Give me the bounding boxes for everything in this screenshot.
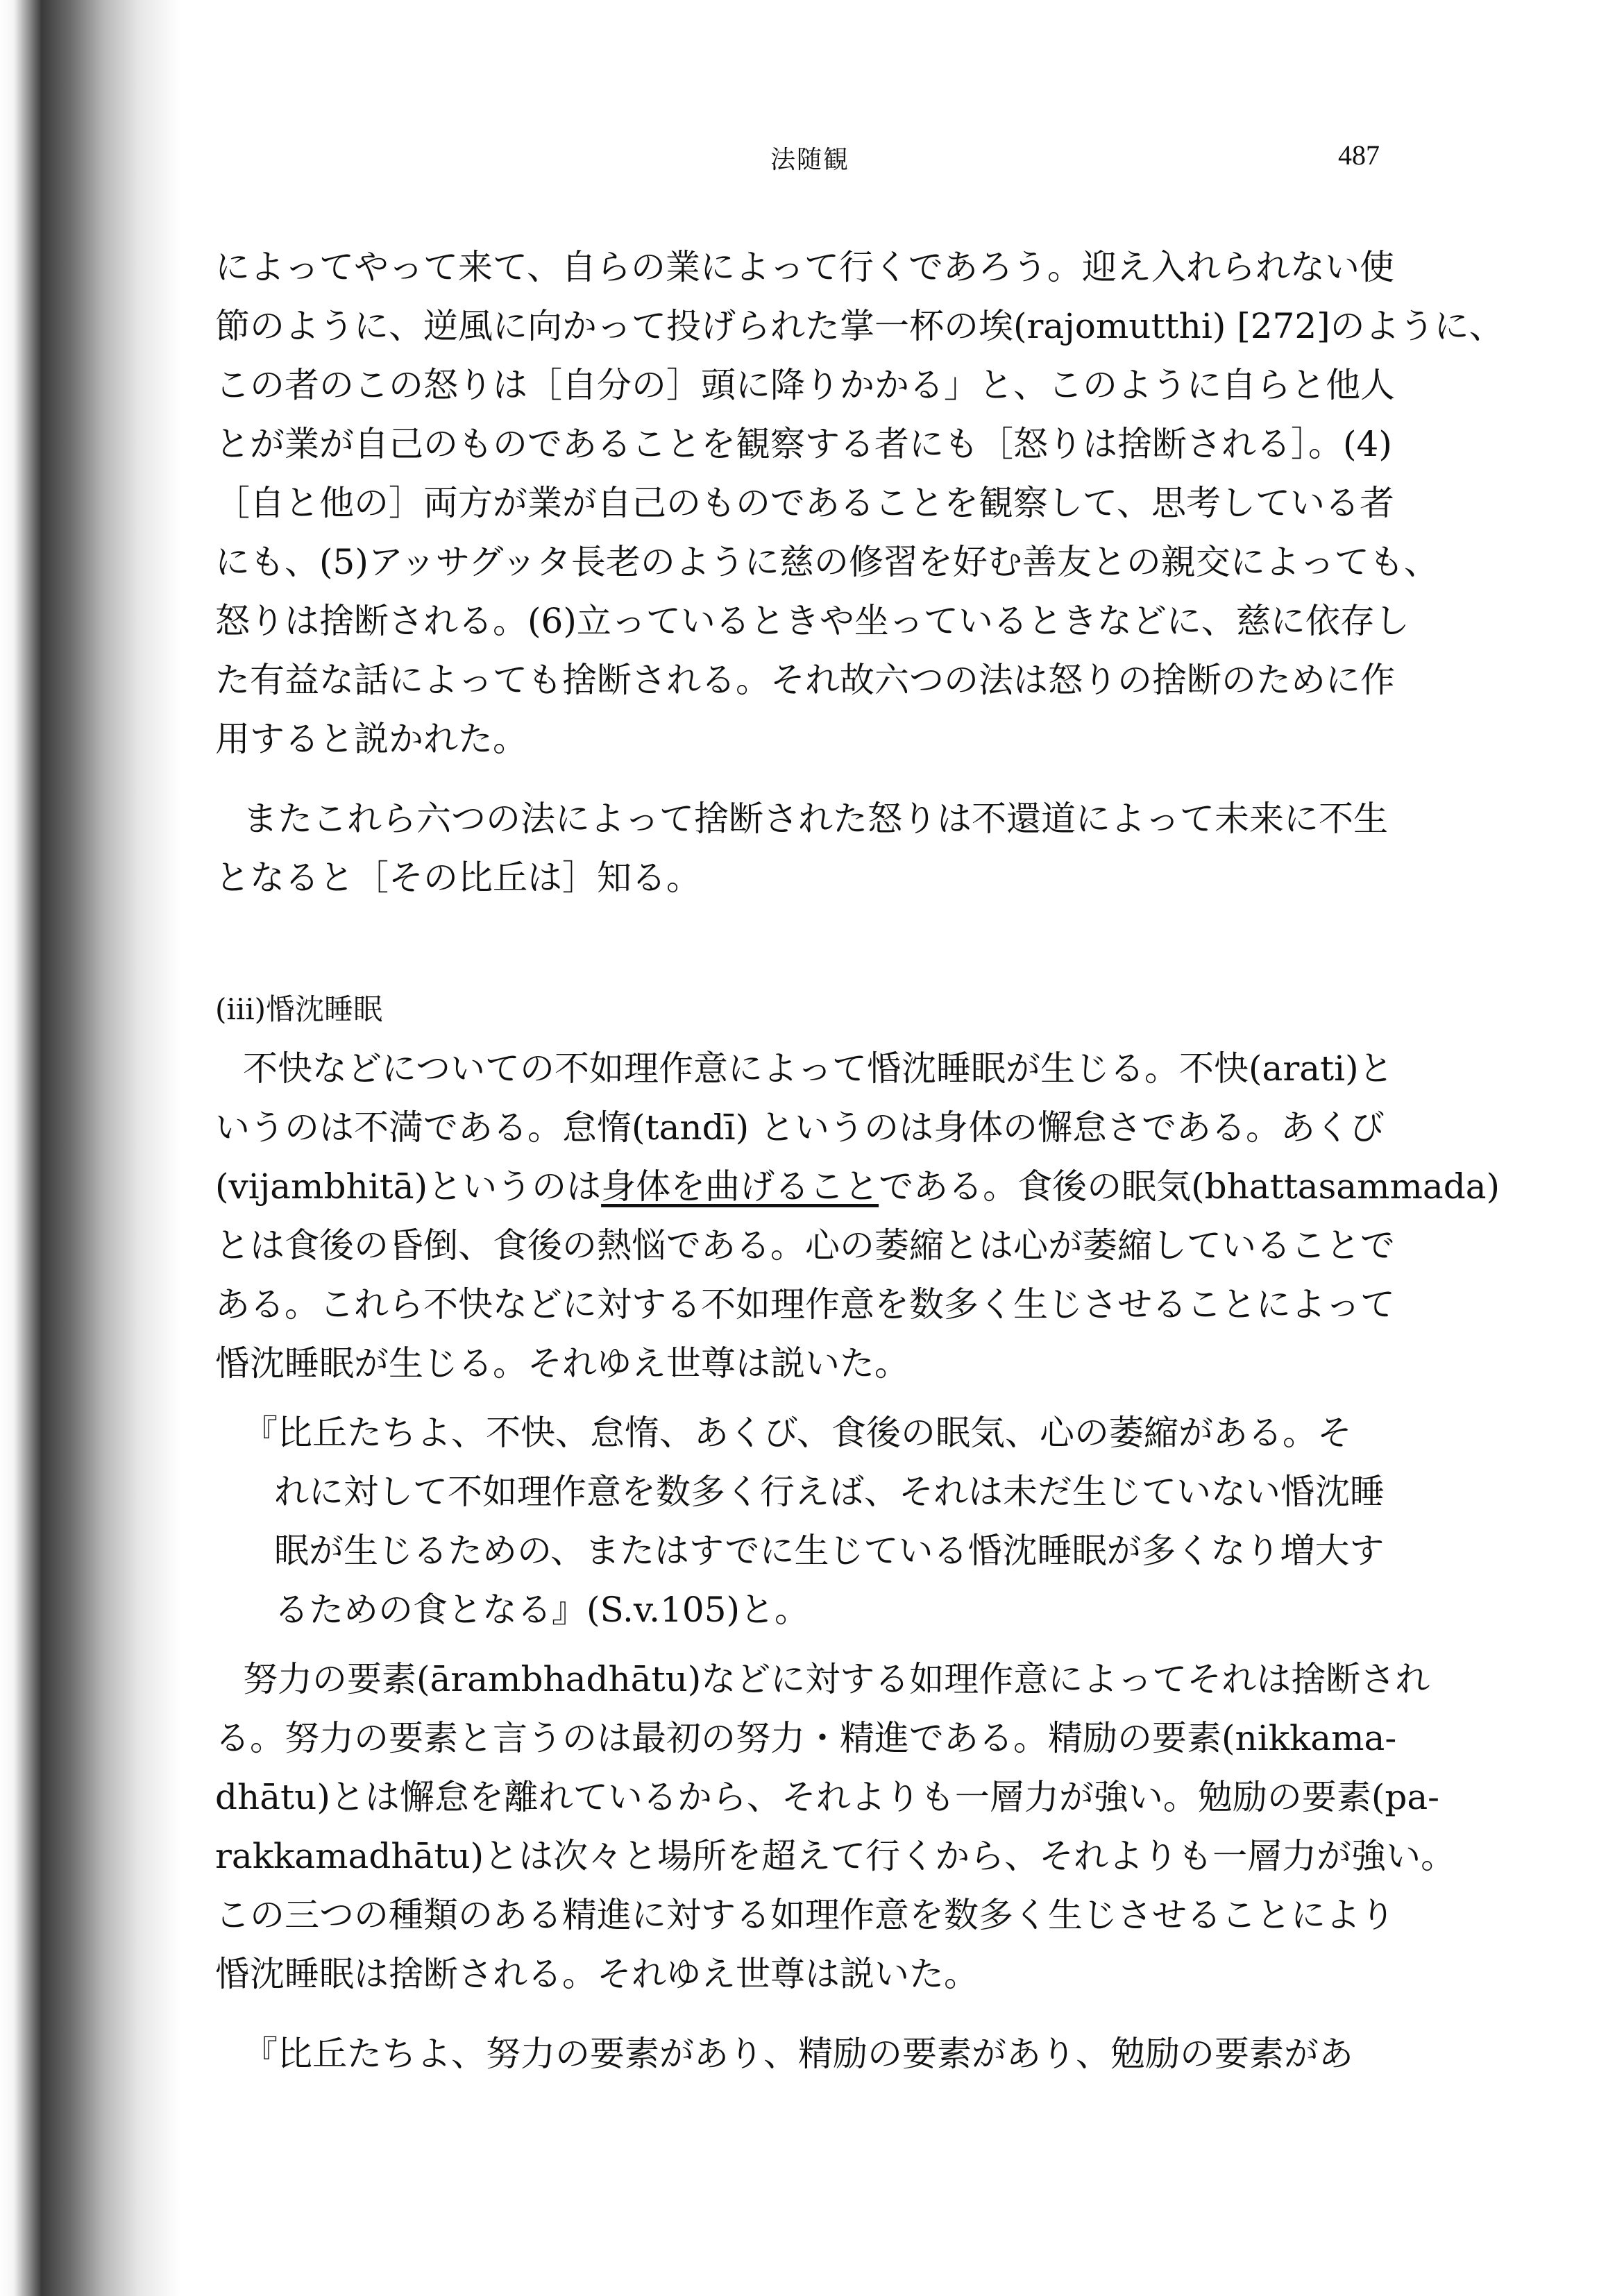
underlined-phrase: 身体を曲げること (601, 1166, 879, 1207)
text-line: とは食後の昏倒、食後の熱悩である。心の萎縮とは心が萎縮していることで (215, 1225, 1395, 1266)
page-number: 487 (1338, 139, 1380, 171)
text-line: ある。これら不快などに対する不如理作意を数多く生じさせることによって (215, 1284, 1395, 1325)
text-line: る。努力の要素と言うのは最初の努力・精進である。精励の要素(nikkama- (215, 1718, 1397, 1758)
text-line-with-underline (215, 1166, 1500, 1207)
quote-line: 『比丘たちよ、努力の要素があり、精励の要素があり、勉励の要素があ (243, 2034, 1353, 2074)
running-header-title: 法随観 (770, 146, 850, 174)
text-line: 怒りは捨断される。(6)立っているときや坐っているときなどに、慈に依存し (215, 601, 1410, 641)
text-line: 不快などについての不如理作意によって惛沈睡眠が生じる。不快(arati)と (243, 1048, 1394, 1089)
text-line: た有益な話によっても捨断される。それ故六つの法は怒りの捨断のために作 (215, 660, 1395, 700)
text-line: にも、(5)アッサグッタ長老のように慈の修習を好む善友との親交によっても、 (215, 542, 1439, 582)
text-line: 用すると説かれた。 (215, 719, 527, 759)
text-line: によってやって来て、自らの業によって行くであろう。迎え入れられない使 (215, 247, 1394, 287)
text-line: この者のこの怒りは［自分の］頭に降りかかる」と、このように自らと他人 (215, 365, 1395, 405)
text-line: rakkamadhātu)とは次々と場所を超えて行くから、それよりも一層力が強い。 (215, 1836, 1456, 1876)
quote-line: 『比丘たちよ、不快、怠惰、あくび、食後の眠気、心の萎縮がある。そ (243, 1413, 1352, 1453)
text-line: とが業が自己のものであることを観察する者にも［怒りは捨断される］。(4) (215, 424, 1392, 464)
quote-line: るための食となる』(S.v.105)と。 (274, 1590, 810, 1630)
text-segment: (vijambhitā)というのは (215, 1166, 602, 1207)
text-line: 努力の要素(ārambhadhātu)などに対する如理作意によってそれは捨断され (243, 1659, 1430, 1699)
text-line: ［自と他の］両方が業が自己のものであることを観察して、思考している者 (215, 483, 1394, 523)
text-line: となると［その比丘は］知る。 (215, 858, 701, 898)
quote-line: れに対して不如理作意を数多く行えば、それは未だ生じていない惛沈睡 (274, 1472, 1385, 1512)
text-line: またこれら六つの法によって捨断された怒りは不還道によって未来に不生 (243, 799, 1388, 839)
text-line: 惛沈睡眠が生じる。それゆえ世尊は説いた。 (215, 1343, 909, 1384)
text-line: 惛沈睡眠は捨断される。それゆえ世尊は説いた。 (215, 1954, 979, 1994)
text-line: 節のように、逆風に向かって投げられた掌一杯の埃(rajomutthi) [272]のように、 (215, 306, 1504, 346)
quote-line: 眠が生じるための、またはすでに生じている惛沈睡眠が多くなり増大す (274, 1531, 1385, 1571)
text-line: dhātu)とは懈怠を離れているから、それよりも一層力が強い。勉励の要素(pa- (215, 1777, 1440, 1817)
text-line: この三つの種類のある精進に対する如理作意を数多く生じさせることにより (215, 1895, 1395, 1935)
binding-shadow (0, 0, 180, 2296)
section-heading: (iii)惛沈睡眠 (215, 992, 383, 1026)
text-line: いうのは不満である。怠惰(tandī) というのは身体の懈怠さである。あくび (215, 1107, 1385, 1148)
text-segment: である。食後の眠気(bhattasammada) (879, 1166, 1500, 1207)
